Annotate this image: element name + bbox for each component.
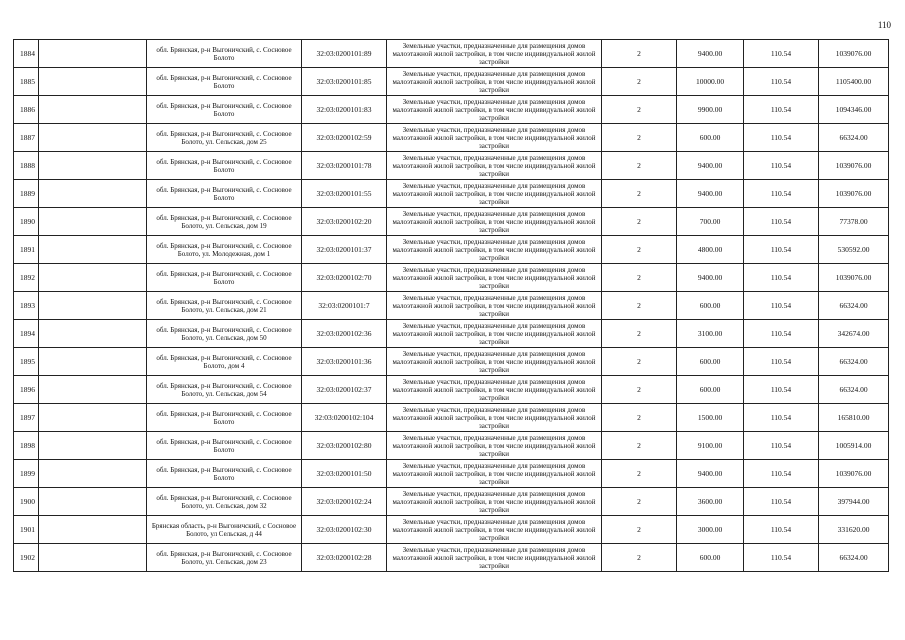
- blank-cell: [39, 516, 147, 544]
- cadastral-value-cell: 66324.00: [819, 348, 889, 376]
- rate-cell: 110.54: [744, 152, 819, 180]
- rate-cell: 110.54: [744, 376, 819, 404]
- address-cell: обл. Брянская, р-н Выгоничский, с. Сосновое Болото, ул. Сельская, дом 25: [147, 124, 302, 152]
- table-row: [14, 460, 889, 488]
- address-cell: обл. Брянская, р-н Выгоничский, с. Сосновое Болото: [147, 264, 302, 292]
- cadastral-value-cell: 66324.00: [819, 292, 889, 320]
- blank-cell: [39, 432, 147, 460]
- blank-cell: [39, 208, 147, 236]
- cadastral-value-cell: 1039076.00: [819, 180, 889, 208]
- cadastral-number-cell: 32:03:0200101:83: [302, 96, 387, 124]
- address-cell: обл. Брянская, р-н Выгоничский, с. Сосновое Болото: [147, 68, 302, 96]
- address-cell: обл. Брянская, р-н Выгоничский, с. Сосновое Болото, ул. Сельская, дом 19: [147, 208, 302, 236]
- row-number-cell: 1902: [14, 544, 39, 572]
- rate-cell: 110.54: [744, 180, 819, 208]
- cadastral-number-cell: 32:03:0200101:50: [302, 460, 387, 488]
- cadastral-number-cell: 32:03:0200102:20: [302, 208, 387, 236]
- table-row: [14, 348, 889, 376]
- row-number-cell: 1884: [14, 40, 39, 68]
- land-use-cell: Земельные участки, предназначенные для размещения домов малоэтажной жилой застройки, в том числе индивидуальной жилой застройки: [387, 152, 602, 180]
- cadastral-value-cell: 66324.00: [819, 544, 889, 572]
- cadastral-number-cell: 32:03:0200102:104: [302, 404, 387, 432]
- category-cell: 2: [602, 544, 677, 572]
- row-number-cell: 1889: [14, 180, 39, 208]
- cadastral-value-cell: 66324.00: [819, 376, 889, 404]
- cadastral-value-cell: 1039076.00: [819, 264, 889, 292]
- cadastral-value-cell: 1039076.00: [819, 40, 889, 68]
- category-cell: 2: [602, 152, 677, 180]
- table-row: [14, 404, 889, 432]
- rate-cell: 110.54: [744, 432, 819, 460]
- row-number-cell: 1887: [14, 124, 39, 152]
- land-use-cell: Земельные участки, предназначенные для размещения домов малоэтажной жилой застройки, в том числе индивидуальной жилой застройки: [387, 320, 602, 348]
- cadastral-number-cell: 32:03:0200102:30: [302, 516, 387, 544]
- blank-cell: [39, 124, 147, 152]
- page-number: 110: [877, 20, 891, 30]
- rate-cell: 110.54: [744, 124, 819, 152]
- area-cell: 9400.00: [677, 460, 744, 488]
- land-use-cell: Земельные участки, предназначенные для размещения домов малоэтажной жилой застройки, в том числе индивидуальной жилой застройки: [387, 180, 602, 208]
- blank-cell: [39, 488, 147, 516]
- cadastral-number-cell: 32:03:0200101:36: [302, 348, 387, 376]
- land-use-cell: Земельные участки, предназначенные для размещения домов малоэтажной жилой застройки, в том числе индивидуальной жилой застройки: [387, 208, 602, 236]
- land-use-cell: Земельные участки, предназначенные для размещения домов малоэтажной жилой застройки, в том числе индивидуальной жилой застройки: [387, 488, 602, 516]
- rate-cell: 110.54: [744, 544, 819, 572]
- table-row: [14, 488, 889, 516]
- category-cell: 2: [602, 68, 677, 96]
- category-cell: 2: [602, 376, 677, 404]
- blank-cell: [39, 236, 147, 264]
- row-number-cell: 1890: [14, 208, 39, 236]
- category-cell: 2: [602, 460, 677, 488]
- area-cell: 600.00: [677, 544, 744, 572]
- row-number-cell: 1892: [14, 264, 39, 292]
- area-cell: 9400.00: [677, 40, 744, 68]
- row-number-cell: 1901: [14, 516, 39, 544]
- area-cell: 600.00: [677, 292, 744, 320]
- rate-cell: 110.54: [744, 292, 819, 320]
- area-cell: 4800.00: [677, 236, 744, 264]
- cadastral-value-cell: 331620.00: [819, 516, 889, 544]
- category-cell: 2: [602, 292, 677, 320]
- table-row: [14, 68, 889, 96]
- cadastral-number-cell: 32:03:0200102:28: [302, 544, 387, 572]
- rate-cell: 110.54: [744, 348, 819, 376]
- blank-cell: [39, 544, 147, 572]
- category-cell: 2: [602, 96, 677, 124]
- cadastral-value-cell: 66324.00: [819, 124, 889, 152]
- area-cell: 9400.00: [677, 264, 744, 292]
- rate-cell: 110.54: [744, 96, 819, 124]
- address-cell: обл. Брянская, р-н Выгоничский, с. Сосновое Болото: [147, 432, 302, 460]
- area-cell: 3000.00: [677, 516, 744, 544]
- cadastral-value-cell: 530592.00: [819, 236, 889, 264]
- category-cell: 2: [602, 516, 677, 544]
- row-number-cell: 1900: [14, 488, 39, 516]
- table-row: [14, 40, 889, 68]
- category-cell: 2: [602, 180, 677, 208]
- row-number-cell: 1897: [14, 404, 39, 432]
- address-cell: обл. Брянская, р-н Выгоничский, с. Сосновое Болото: [147, 180, 302, 208]
- cadastral-value-cell: 342674.00: [819, 320, 889, 348]
- table-row: [14, 124, 889, 152]
- row-number-cell: 1894: [14, 320, 39, 348]
- rate-cell: 110.54: [744, 208, 819, 236]
- address-cell: обл. Брянская, р-н Выгоничский, с. Сосновое Болото, ул. Сельская, дом 23: [147, 544, 302, 572]
- blank-cell: [39, 376, 147, 404]
- area-cell: 700.00: [677, 208, 744, 236]
- land-use-cell: Земельные участки, предназначенные для размещения домов малоэтажной жилой застройки, в том числе индивидуальной жилой застройки: [387, 544, 602, 572]
- land-use-cell: Земельные участки, предназначенные для размещения домов малоэтажной жилой застройки, в том числе индивидуальной жилой застройки: [387, 404, 602, 432]
- address-cell: обл. Брянская, р-н Выгоничский, с. Сосновое Болото, ул. Сельская, дом 32: [147, 488, 302, 516]
- cadastral-number-cell: 32:03:0200102:80: [302, 432, 387, 460]
- blank-cell: [39, 40, 147, 68]
- blank-cell: [39, 180, 147, 208]
- row-number-cell: 1898: [14, 432, 39, 460]
- cadastral-value-cell: 1105400.00: [819, 68, 889, 96]
- rate-cell: 110.54: [744, 516, 819, 544]
- cadastral-number-cell: 32:03:0200101:89: [302, 40, 387, 68]
- land-use-cell: Земельные участки, предназначенные для размещения домов малоэтажной жилой застройки, в том числе индивидуальной жилой застройки: [387, 236, 602, 264]
- address-cell: обл. Брянская, р-н Выгоничский, с. Сосновое Болото: [147, 460, 302, 488]
- address-cell: обл. Брянская, р-н Выгоничский, с. Сосновое Болото, дом 4: [147, 348, 302, 376]
- table-row: [14, 292, 889, 320]
- rate-cell: 110.54: [744, 68, 819, 96]
- table-row: [14, 320, 889, 348]
- address-cell: обл. Брянская, р-н Выгоничский, с. Сосновое Болото: [147, 96, 302, 124]
- category-cell: 2: [602, 348, 677, 376]
- land-use-cell: Земельные участки, предназначенные для размещения домов малоэтажной жилой застройки, в том числе индивидуальной жилой застройки: [387, 96, 602, 124]
- cadastral-value-cell: 1039076.00: [819, 460, 889, 488]
- cadastral-number-cell: 32:03:0200102:37: [302, 376, 387, 404]
- address-cell: обл. Брянская, р-н Выгоничский, с. Сосновое Болото: [147, 152, 302, 180]
- table-row: [14, 208, 889, 236]
- row-number-cell: 1888: [14, 152, 39, 180]
- cadastral-number-cell: 32:03:0200101:55: [302, 180, 387, 208]
- category-cell: 2: [602, 488, 677, 516]
- cadastral-number-cell: 32:03:0200102:36: [302, 320, 387, 348]
- blank-cell: [39, 152, 147, 180]
- cadastral-number-cell: 32:03:0200102:24: [302, 488, 387, 516]
- cadastral-value-cell: 1094346.00: [819, 96, 889, 124]
- land-use-cell: Земельные участки, предназначенные для размещения домов малоэтажной жилой застройки, в том числе индивидуальной жилой застройки: [387, 292, 602, 320]
- area-cell: 9100.00: [677, 432, 744, 460]
- area-cell: 10000.00: [677, 68, 744, 96]
- cadastral-value-cell: 1039076.00: [819, 152, 889, 180]
- area-cell: 9400.00: [677, 180, 744, 208]
- table-row: [14, 516, 889, 544]
- land-use-cell: Земельные участки, предназначенные для размещения домов малоэтажной жилой застройки, в том числе индивидуальной жилой застройки: [387, 40, 602, 68]
- land-use-cell: Земельные участки, предназначенные для размещения домов малоэтажной жилой застройки, в том числе индивидуальной жилой застройки: [387, 432, 602, 460]
- land-registry-table: [13, 39, 889, 572]
- land-use-cell: Земельные участки, предназначенные для размещения домов малоэтажной жилой застройки, в том числе индивидуальной жилой застройки: [387, 124, 602, 152]
- rate-cell: 110.54: [744, 320, 819, 348]
- category-cell: 2: [602, 404, 677, 432]
- rate-cell: 110.54: [744, 404, 819, 432]
- cadastral-number-cell: 32:03:0200102:59: [302, 124, 387, 152]
- area-cell: 600.00: [677, 376, 744, 404]
- cadastral-value-cell: 1005914.00: [819, 432, 889, 460]
- category-cell: 2: [602, 432, 677, 460]
- rate-cell: 110.54: [744, 40, 819, 68]
- area-cell: 600.00: [677, 348, 744, 376]
- address-cell: обл. Брянская, р-н Выгоничский, с. Сосновое Болото: [147, 404, 302, 432]
- blank-cell: [39, 460, 147, 488]
- area-cell: 3600.00: [677, 488, 744, 516]
- area-cell: 600.00: [677, 124, 744, 152]
- cadastral-number-cell: 32:03:0200102:70: [302, 264, 387, 292]
- table-body: [14, 40, 889, 572]
- address-cell: обл. Брянская, р-н Выгоничский, с. Сосновое Болото, ул. Молодежная, дом 1: [147, 236, 302, 264]
- category-cell: 2: [602, 208, 677, 236]
- land-use-cell: Земельные участки, предназначенные для размещения домов малоэтажной жилой застройки, в том числе индивидуальной жилой застройки: [387, 460, 602, 488]
- rate-cell: 110.54: [744, 264, 819, 292]
- table-row: [14, 96, 889, 124]
- row-number-cell: 1896: [14, 376, 39, 404]
- blank-cell: [39, 68, 147, 96]
- blank-cell: [39, 404, 147, 432]
- cadastral-number-cell: 32:03:0200101:7: [302, 292, 387, 320]
- land-use-cell: Земельные участки, предназначенные для размещения домов малоэтажной жилой застройки, в том числе индивидуальной жилой застройки: [387, 376, 602, 404]
- row-number-cell: 1885: [14, 68, 39, 96]
- blank-cell: [39, 348, 147, 376]
- category-cell: 2: [602, 320, 677, 348]
- rate-cell: 110.54: [744, 488, 819, 516]
- blank-cell: [39, 320, 147, 348]
- cadastral-value-cell: 165810.00: [819, 404, 889, 432]
- row-number-cell: 1886: [14, 96, 39, 124]
- cadastral-number-cell: 32:03:0200101:78: [302, 152, 387, 180]
- category-cell: 2: [602, 236, 677, 264]
- address-cell: обл. Брянская, р-н Выгоничский, с. Сосновое Болото, ул. Сельская, дом 50: [147, 320, 302, 348]
- area-cell: 9400.00: [677, 152, 744, 180]
- land-use-cell: Земельные участки, предназначенные для размещения домов малоэтажной жилой застройки, в том числе индивидуальной жилой застройки: [387, 68, 602, 96]
- cadastral-number-cell: 32:03:0200101:85: [302, 68, 387, 96]
- land-use-cell: Земельные участки, предназначенные для размещения домов малоэтажной жилой застройки, в том числе индивидуальной жилой застройки: [387, 264, 602, 292]
- address-cell: Брянская область, р-н Выгоничский, с Сосновое Болото, ул Сельская, д 44: [147, 516, 302, 544]
- table-row: [14, 432, 889, 460]
- area-cell: 9900.00: [677, 96, 744, 124]
- land-use-cell: Земельные участки, предназначенные для размещения домов малоэтажной жилой застройки, в том числе индивидуальной жилой застройки: [387, 516, 602, 544]
- table-row: [14, 544, 889, 572]
- cadastral-number-cell: 32:03:0200101:37: [302, 236, 387, 264]
- address-cell: обл. Брянская, р-н Выгоничский, с. Сосновое Болото, ул. Сельская, дом 21: [147, 292, 302, 320]
- row-number-cell: 1895: [14, 348, 39, 376]
- address-cell: обл. Брянская, р-н Выгоничский, с. Сосновое Болото: [147, 40, 302, 68]
- address-cell: обл. Брянская, р-н Выгоничский, с. Сосновое Болото, ул. Сельская, дом 54: [147, 376, 302, 404]
- rate-cell: 110.54: [744, 460, 819, 488]
- table-row: [14, 180, 889, 208]
- cadastral-value-cell: 77378.00: [819, 208, 889, 236]
- category-cell: 2: [602, 40, 677, 68]
- rate-cell: 110.54: [744, 236, 819, 264]
- area-cell: 1500.00: [677, 404, 744, 432]
- area-cell: 3100.00: [677, 320, 744, 348]
- cadastral-value-cell: 397944.00: [819, 488, 889, 516]
- category-cell: 2: [602, 124, 677, 152]
- row-number-cell: 1899: [14, 460, 39, 488]
- row-number-cell: 1893: [14, 292, 39, 320]
- blank-cell: [39, 96, 147, 124]
- table-row: [14, 376, 889, 404]
- row-number-cell: 1891: [14, 236, 39, 264]
- table-row: [14, 152, 889, 180]
- blank-cell: [39, 264, 147, 292]
- table-row: [14, 236, 889, 264]
- blank-cell: [39, 292, 147, 320]
- table-row: [14, 264, 889, 292]
- category-cell: 2: [602, 264, 677, 292]
- land-use-cell: Земельные участки, предназначенные для размещения домов малоэтажной жилой застройки, в том числе индивидуальной жилой застройки: [387, 348, 602, 376]
